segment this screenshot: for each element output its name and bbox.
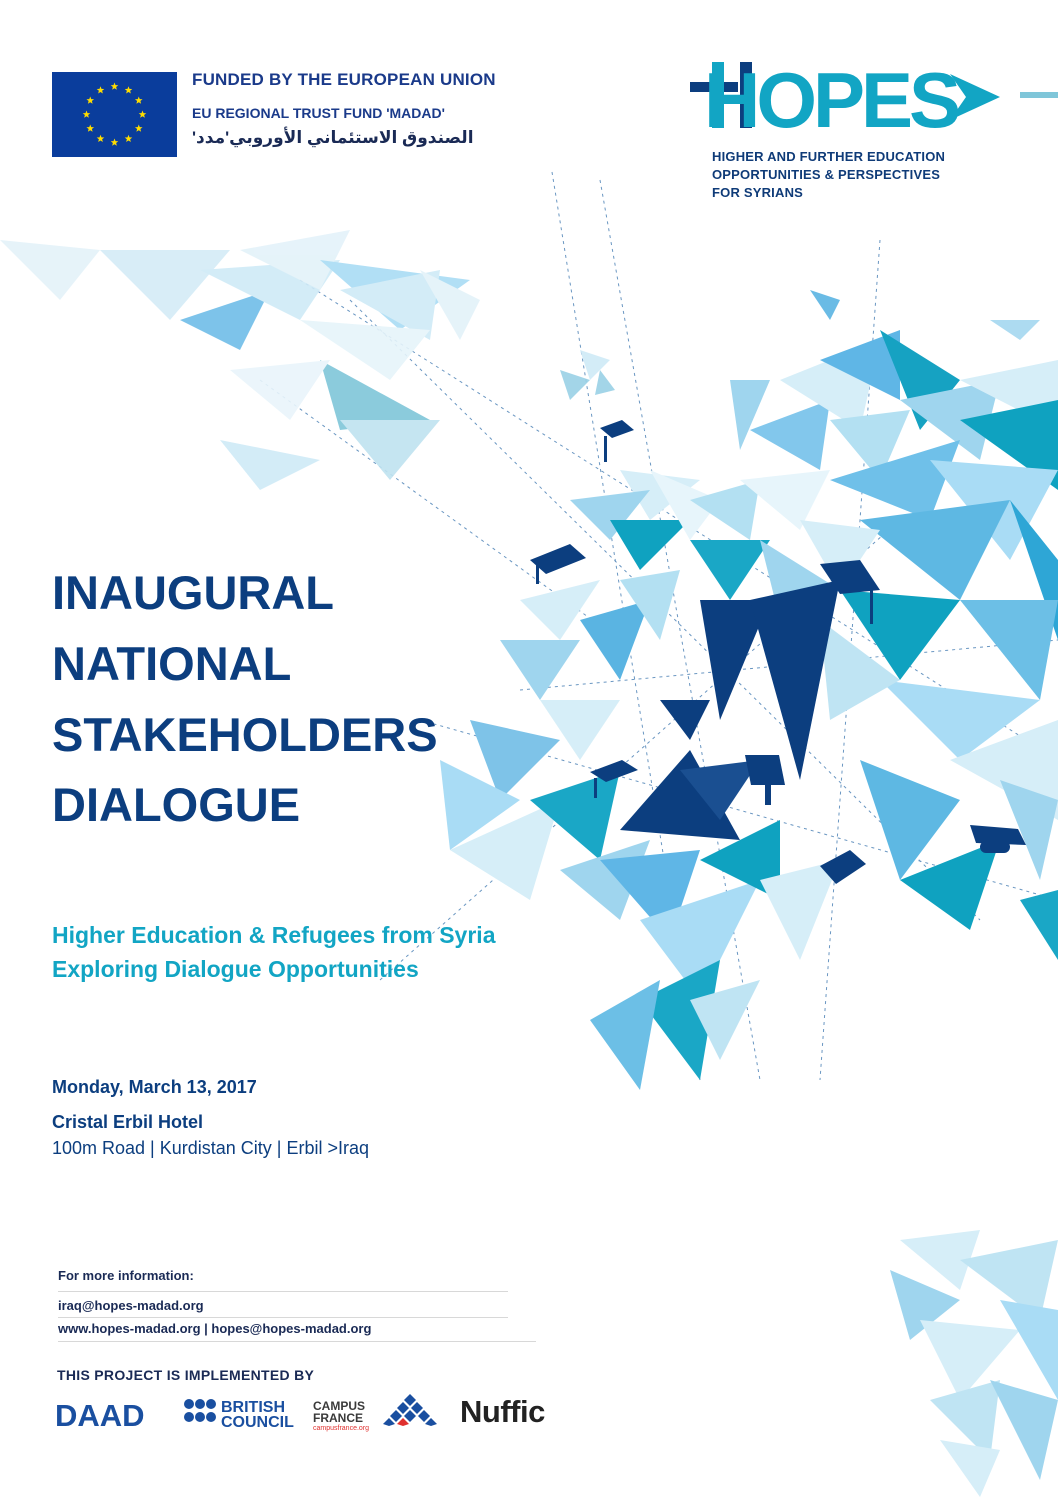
title-line-2: NATIONAL: [52, 637, 292, 690]
campus-france-url: campusfrance.org: [313, 1425, 370, 1432]
divider: [58, 1341, 536, 1342]
event-address: 100m Road | Kurdistan City | Erbil >Iraq: [52, 1138, 369, 1158]
british-council-dots-icon: [183, 1398, 217, 1430]
title-line-4: DIALOGUE: [52, 778, 301, 831]
hopes-subtitle-line-3: FOR SYRIANS: [712, 185, 804, 200]
eu-trust-fund-arabic-label: الصندوق الاستئماني الأوروبي'مدد': [192, 128, 474, 147]
campus-france-logo: [313, 1400, 443, 1436]
eu-trust-fund-label: EU REGIONAL TRUST FUND 'MADAD': [192, 105, 445, 121]
website-and-email-link[interactable]: www.hopes-madad.org | hopes@hopes-madad.org: [58, 1321, 372, 1336]
hopes-subtitle-line-1: HIGHER AND FURTHER EDUCATION: [712, 149, 946, 164]
eu-funded-label: FUNDED BY THE EUROPEAN UNION: [192, 70, 496, 89]
iraq-email-link[interactable]: iraq@hopes-madad.org: [58, 1298, 204, 1313]
title-line-1: INAUGURAL: [52, 566, 334, 619]
daad-logo: DAAD: [55, 1398, 145, 1433]
hopes-subtitle-line-2: OPPORTUNITIES & PERSPECTIVES: [712, 167, 941, 182]
event-date: Monday, March 13, 2017: [52, 1077, 257, 1097]
eu-flag-logo: [52, 72, 177, 157]
hopes-logo-text: HOPES: [704, 62, 958, 137]
more-info-label: For more information:: [58, 1268, 194, 1283]
campus-france-word-1: CAMPUS: [313, 1399, 366, 1413]
subtitle-line-1: Higher Education & Refugees from Syria: [52, 922, 496, 948]
campus-france-diamond-icon: [379, 1394, 441, 1426]
hopes-logo: [690, 62, 1058, 137]
campus-france-word-2: FRANCE: [313, 1411, 363, 1425]
british-council-logo: [183, 1398, 298, 1434]
title-line-3: STAKEHOLDERS: [52, 708, 438, 761]
british-council-word-1: BRITISH: [221, 1399, 285, 1416]
implemented-by-label: THIS PROJECT IS IMPLEMENTED BY: [57, 1367, 315, 1383]
subtitle-line-2: Exploring Dialogue Opportunities: [52, 956, 419, 982]
divider: [58, 1291, 508, 1292]
nuffic-logo: Nuffic: [460, 1394, 545, 1429]
divider: [58, 1317, 508, 1318]
event-venue: Cristal Erbil Hotel: [52, 1112, 204, 1132]
british-council-word-2: COUNCIL: [221, 1414, 294, 1431]
